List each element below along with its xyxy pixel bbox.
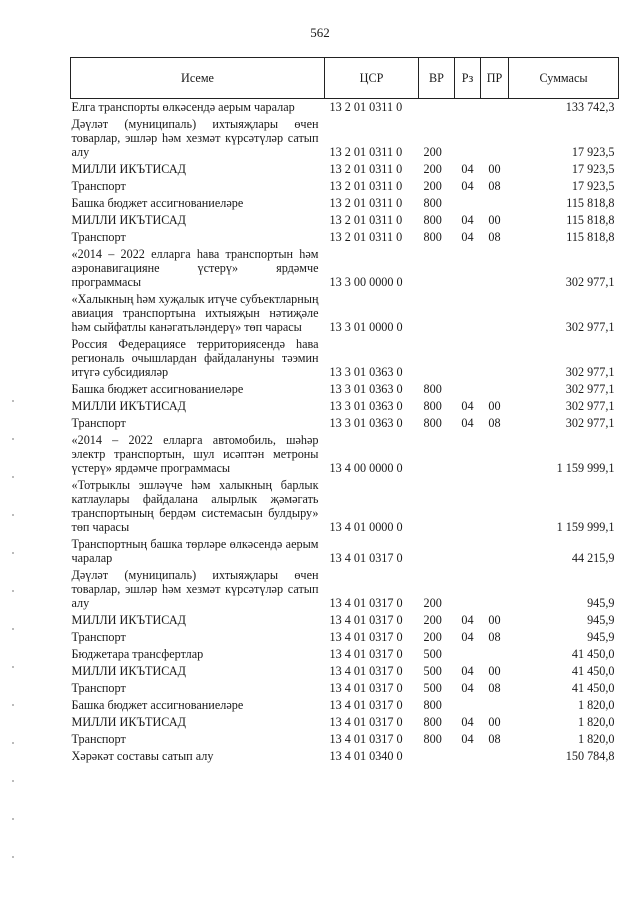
cell-pr: 08 [488,230,501,244]
cell-name: Башка бюджет ассигнованиеләре [71,382,244,396]
cell-sum: 945,9 [587,630,615,644]
header-pr: ПР [481,58,509,99]
cell-vr: 200 [423,613,442,627]
cell-name: МИЛЛИ ИКЪТИСАД [71,213,186,227]
table-row [71,195,619,212]
cell-vr: 200 [423,162,442,176]
budget-table [70,57,619,765]
cell-sum: 1 820,0 [577,698,615,712]
cell-name: Башка бюджет ассигнованиеләре [71,196,244,210]
cell-pr: 08 [488,179,501,193]
table-row [71,246,619,291]
cell-csr: 13 3 01 0363 0 [329,399,403,413]
cell-csr: 13 2 01 0311 0 [329,230,403,244]
cell-name: Транспорт [71,630,126,644]
cell-pr [481,99,509,117]
cell-rz [455,336,481,381]
cell-rz: 04 [461,613,474,627]
cell-sum: 133 742,3 [565,100,615,114]
header-rz: Рз [455,58,481,99]
cell-vr [419,748,455,765]
cell-vr [419,477,455,536]
cell-pr: 00 [488,399,501,413]
cell-rz: 04 [461,162,474,176]
table-row [71,680,619,697]
header-row [71,58,619,99]
table-header [71,58,619,99]
cell-rz [455,116,481,161]
cell-csr: 13 2 01 0311 0 [329,100,403,114]
cell-sum: 41 450,0 [571,647,615,661]
cell-vr: 800 [423,196,442,210]
cell-sum: 17 923,5 [571,179,615,193]
cell-vr: 800 [423,698,442,712]
cell-csr: 13 4 01 0317 0 [329,681,403,695]
cell-name: МИЛЛИ ИКЪТИСАД [71,162,186,176]
cell-sum: 41 450,0 [571,664,615,678]
table-row [71,432,619,477]
cell-pr [481,291,509,336]
cell-pr: 08 [488,416,501,430]
cell-rz: 04 [461,664,474,678]
cell-pr: 08 [488,681,501,695]
cell-vr: 800 [423,382,442,396]
cell-rz [455,748,481,765]
cell-name: МИЛЛИ ИКЪТИСАД [71,613,186,627]
cell-name: «2014 – 2022 елларга автомобиль, шәһәр электр транспортын, шул исәптән метроны үстерү» ярдәмче программасы [71,433,319,475]
cell-csr: 13 2 01 0311 0 [329,145,403,159]
cell-sum: 150 784,8 [565,749,615,763]
cell-rz [455,291,481,336]
table-row [71,229,619,246]
cell-rz [455,646,481,663]
cell-pr: 00 [488,715,501,729]
cell-sum: 945,9 [587,613,615,627]
cell-pr: 00 [488,613,501,627]
cell-rz: 04 [461,630,474,644]
cell-pr: 00 [488,664,501,678]
cell-vr: 200 [423,630,442,644]
table-row [71,336,619,381]
table-row [71,161,619,178]
cell-pr [481,195,509,212]
cell-name: Россия Федерациясе территориясендә һава региональ очышлардан файдалануны тәэмин итүгә субсидияләр [71,337,319,379]
cell-csr: 13 4 00 0000 0 [329,461,403,475]
table-row [71,398,619,415]
cell-vr [419,291,455,336]
cell-rz: 04 [461,179,474,193]
cell-rz [455,477,481,536]
cell-name: Елга транспорты өлкәсендә аерым чаралар [71,100,295,114]
cell-csr: 13 2 01 0311 0 [329,162,403,176]
cell-vr: 800 [423,416,442,430]
cell-pr [481,336,509,381]
margin-dotted-line [12,400,14,880]
cell-sum: 302 977,1 [565,275,615,289]
cell-sum: 302 977,1 [565,399,615,413]
cell-csr: 13 4 01 0317 0 [329,732,403,746]
cell-vr [419,432,455,477]
cell-pr [481,567,509,612]
cell-name: МИЛЛИ ИКЪТИСАД [71,715,186,729]
cell-rz [455,697,481,714]
table-row [71,748,619,765]
cell-csr: 13 3 01 0000 0 [329,320,403,334]
cell-csr: 13 3 01 0363 0 [329,365,403,379]
table-row [71,178,619,195]
cell-vr: 800 [423,230,442,244]
table-row [71,646,619,663]
cell-name: Хәрәкәт составы сатып алу [71,749,214,763]
cell-name: Дәүләт (муниципаль) ихтыяҗлары өчен товарлар, эшләр һәм хезмәт күрсәтүләр сатып алу [71,117,319,159]
cell-name: МИЛЛИ ИКЪТИСАД [71,399,186,413]
cell-pr: 00 [488,213,501,227]
cell-sum: 1 820,0 [577,715,615,729]
cell-csr: 13 4 01 0317 0 [329,647,403,661]
cell-rz: 04 [461,732,474,746]
cell-pr: 08 [488,630,501,644]
cell-name: «Тотрыклы эшләүче һәм халыкның барлык катлаулары файдалана алырлык җәмәгать транспортының бердәм системасын булдыру» төп чарасы [71,478,319,534]
cell-sum: 945,9 [587,596,615,610]
cell-pr [481,432,509,477]
cell-vr [419,336,455,381]
cell-rz [455,246,481,291]
table-row [71,212,619,229]
cell-csr: 13 3 01 0363 0 [329,382,403,396]
cell-rz [455,536,481,567]
table-row [71,663,619,680]
cell-name: Транспорт [71,179,126,193]
cell-name: Транспорт [71,230,126,244]
table-row [71,291,619,336]
cell-vr: 500 [423,647,442,661]
cell-pr [481,477,509,536]
table-row [71,477,619,536]
cell-csr: 13 2 01 0311 0 [329,179,403,193]
cell-vr [419,536,455,567]
cell-rz [455,432,481,477]
cell-vr: 200 [423,596,442,610]
cell-pr [481,246,509,291]
cell-csr: 13 4 01 0317 0 [329,630,403,644]
cell-csr: 13 4 01 0340 0 [329,749,403,763]
cell-name: МИЛЛИ ИКЪТИСАД [71,664,186,678]
cell-sum: 41 450,0 [571,681,615,695]
table-row [71,612,619,629]
cell-vr [419,99,455,117]
cell-vr: 200 [423,145,442,159]
table-row [71,731,619,748]
table-row [71,629,619,646]
cell-rz [455,99,481,117]
cell-csr: 13 4 01 0317 0 [329,613,403,627]
cell-csr: 13 3 00 0000 0 [329,275,403,289]
cell-pr: 08 [488,732,501,746]
cell-vr: 800 [423,715,442,729]
cell-sum: 1 820,0 [577,732,615,746]
cell-sum: 115 818,8 [566,196,615,210]
cell-name: Башка бюджет ассигнованиеләре [71,698,244,712]
cell-rz [455,381,481,398]
table-body [71,99,619,766]
table-row [71,415,619,432]
cell-vr: 500 [423,681,442,695]
header-vr: ВР [419,58,455,99]
cell-csr: 13 4 01 0317 0 [329,715,403,729]
cell-sum: 302 977,1 [565,382,615,396]
cell-rz: 04 [461,416,474,430]
table-row [71,714,619,731]
table-row [71,116,619,161]
cell-pr: 00 [488,162,501,176]
cell-name: Дәүләт (муниципаль) ихтыяҗлары өчен товарлар, эшләр һәм хезмәт күрсәтүләр сатып алу [71,568,319,610]
header-csr: ЦСР [325,58,419,99]
cell-name: «Халыкның һәм хуҗалык итүче субъектларның авиация транспортына ихтыяҗын нәтиҗәле һәм сыйфатлы канәгатьләндерү» төп чарасы [71,292,319,334]
cell-rz [455,567,481,612]
cell-name: Транспорт [71,681,126,695]
cell-sum: 1 159 999,1 [556,461,615,475]
cell-sum: 302 977,1 [565,416,615,430]
cell-sum: 1 159 999,1 [556,520,615,534]
cell-rz: 04 [461,213,474,227]
cell-sum: 17 923,5 [571,145,615,159]
cell-name: Транспорт [71,416,126,430]
cell-name: «2014 – 2022 елларга һава транспортын һәм аэронавигацияне үстерү» ярдәмче программасы [71,247,319,289]
cell-vr: 800 [423,732,442,746]
header-name: Исеме [71,58,325,99]
cell-csr: 13 4 01 0317 0 [329,596,403,610]
cell-csr: 13 3 01 0363 0 [329,416,403,430]
cell-name: Транспортның башка төрләре өлкәсендә аерым чаралар [71,537,319,565]
cell-csr: 13 4 01 0000 0 [329,520,403,534]
cell-csr: 13 2 01 0311 0 [329,213,403,227]
table-row [71,99,619,117]
cell-sum: 302 977,1 [565,320,615,334]
cell-vr: 500 [423,664,442,678]
table-row [71,536,619,567]
cell-pr [481,116,509,161]
cell-csr: 13 4 01 0317 0 [329,664,403,678]
cell-rz [455,195,481,212]
table-row [71,697,619,714]
cell-vr: 800 [423,399,442,413]
cell-sum: 302 977,1 [565,365,615,379]
cell-pr [481,748,509,765]
cell-pr [481,646,509,663]
cell-sum: 115 818,8 [566,213,615,227]
cell-csr: 13 4 01 0317 0 [329,551,403,565]
cell-name: Бюджетара трансфертлар [71,647,204,661]
table-row [71,567,619,612]
cell-pr [481,536,509,567]
table-row [71,381,619,398]
cell-csr: 13 2 01 0311 0 [329,196,403,210]
cell-sum: 17 923,5 [571,162,615,176]
cell-rz: 04 [461,399,474,413]
cell-vr [419,246,455,291]
cell-pr [481,697,509,714]
header-sum: Суммасы [509,58,619,99]
cell-sum: 115 818,8 [566,230,615,244]
cell-vr: 200 [423,179,442,193]
cell-sum: 44 215,9 [571,551,615,565]
cell-rz: 04 [461,715,474,729]
cell-pr [481,381,509,398]
cell-rz: 04 [461,681,474,695]
cell-vr: 800 [423,213,442,227]
cell-csr: 13 4 01 0317 0 [329,698,403,712]
page-number: 562 [310,25,330,40]
cell-rz: 04 [461,230,474,244]
cell-name: Транспорт [71,732,126,746]
